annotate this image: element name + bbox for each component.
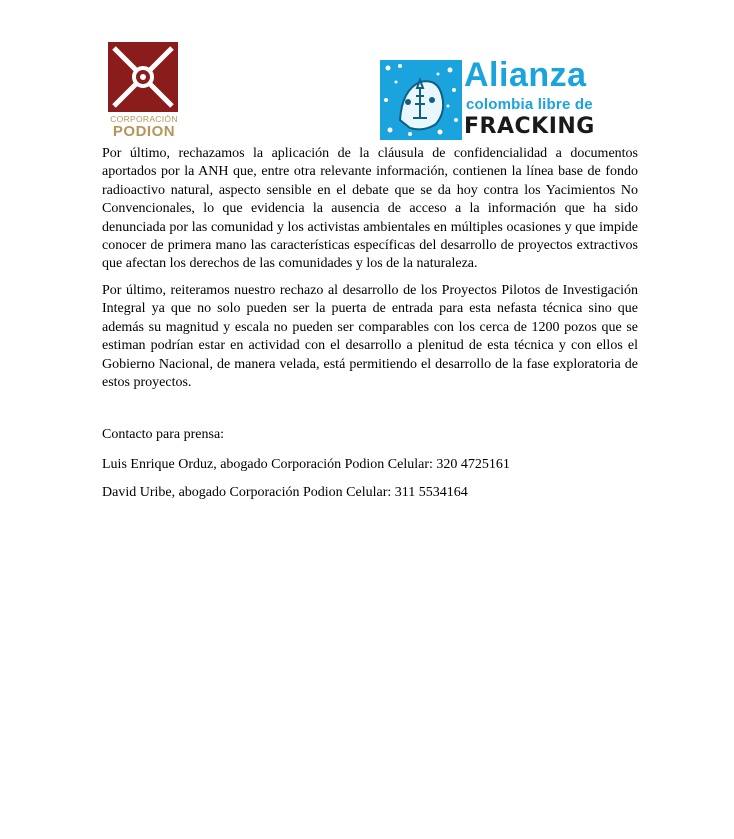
alianza-title: Alianza (464, 56, 587, 94)
contact-entry: Luis Enrique Orduz, abogado Corporación Podion Celular: 320 4725161 (102, 457, 510, 472)
contact-heading: Contacto para prensa: (102, 427, 225, 442)
alianza-subtitle: colombia libre de (466, 96, 593, 113)
podion-big-text: PODION (112, 123, 176, 140)
alianza-fracking: FRACKING (464, 114, 595, 139)
alianza-logo (380, 57, 600, 143)
paragraph-pilot-projects: Por último, reiteramos nuestro rechazo al desarrollo de los Proyectos Pilotos de Investigación Integral ya que no solo pueden ser la puerta de entrada para esta nefasta técnica sino que además su magnitud y escala no pueden ser comparables con los cerca de 1200 pozos que se estiman podrían estar en actividad con el desarrollo a plenitud de esta técnica y con ellos el Gobierno Nacional, de manera velada, está permitiendo el desarrollo de la fase exploratoria de estos proyectos. (102, 283, 638, 391)
paragraph-confidentiality: Por último, rechazamos la aplicación de la cláusula de confidencialidad a documentos aportados por la ANH que, entre otra relevante información, contienen la línea base de fondo radioactivo natural, aspecto sensible en el debate que se da hoy contra los Yacimientos No Convencionales, lo que evidencia la ausencia de acceso a la información que ha sido denunciada por las comunidad y los activistas ambientales en múltiples ocasiones y que impide conocer de primera mano las características específicas del desarrollo de proyectos extractivos que afectan los derechos de las comunidades y los de la naturaleza. (102, 146, 638, 272)
podion-mark-icon (108, 42, 178, 112)
contact-entry: David Uribe, abogado Corporación Podion Celular: 311 5534164 (102, 485, 468, 500)
alianza-illustration-icon (380, 60, 462, 140)
podion-small-text: CORPORACIÓN (110, 114, 178, 124)
podion-logo (106, 42, 182, 142)
